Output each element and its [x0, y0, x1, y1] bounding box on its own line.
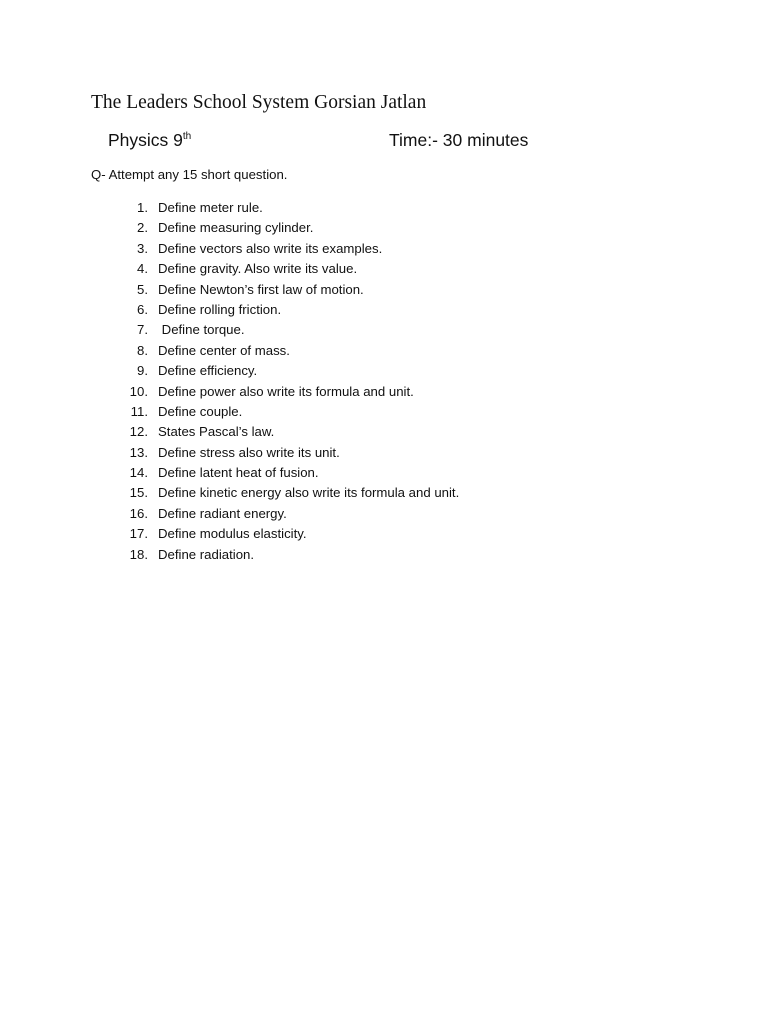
question-item	[120, 402, 243, 422]
question-number: 7.	[137, 322, 148, 338]
question-text: Define meter rule.	[158, 200, 263, 215]
question-item	[120, 504, 287, 524]
instruction-text: Q- Attempt any 15 short question.	[91, 167, 288, 182]
question-number: 10.	[129, 383, 148, 399]
question-item	[120, 524, 307, 544]
question-item	[120, 483, 460, 503]
question-item	[120, 382, 414, 402]
question-number: 4.	[137, 261, 148, 277]
question-text: Define radiation.	[158, 546, 255, 562]
question-number: 8.	[137, 342, 148, 358]
question-text: Define modulus elasticity.	[158, 526, 307, 542]
question-item	[120, 361, 258, 381]
question-number: 18.	[129, 546, 148, 562]
question-number: 2.	[137, 220, 148, 236]
question-text: Define latent heat of fusion.	[158, 465, 319, 481]
question-text: Define radiant energy.	[158, 505, 287, 521]
question-item	[120, 218, 314, 238]
question-text: States Pascal’s law.	[158, 424, 275, 440]
question-text: Define rolling friction.	[158, 301, 282, 317]
question-item	[120, 239, 383, 259]
question-number: 16.	[129, 505, 148, 521]
time-label: Time:- 30 minutes	[389, 130, 529, 150]
question-text: Define center of mass.	[158, 342, 290, 358]
question-item	[120, 463, 319, 483]
question-text: Define efficiency.	[158, 363, 258, 379]
question-item	[120, 443, 340, 463]
question-item	[120, 422, 275, 442]
question-text: Define kinetic energy also write its formula and unit.	[158, 485, 460, 501]
question-number: 14.	[129, 465, 148, 481]
question-number: 6.	[137, 301, 148, 317]
question-list	[120, 198, 460, 565]
question-item	[120, 280, 364, 300]
question-number: 5.	[137, 281, 148, 297]
subject-name: Physics 9	[108, 130, 183, 150]
question-number: 1.	[137, 200, 148, 215]
question-number: 13.	[129, 444, 148, 460]
question-item	[120, 300, 282, 320]
subject-superscript: th	[182, 131, 192, 142]
question-item	[120, 341, 290, 361]
question-text: Define gravity. Also write its value.	[158, 261, 358, 277]
question-text: Define stress also write its unit.	[158, 444, 340, 460]
question-text: Define torque.	[158, 322, 245, 338]
question-item	[120, 545, 255, 565]
school-title: The Leaders School System Gorsian Jatlan	[91, 92, 427, 113]
question-number: 12.	[129, 424, 148, 440]
question-text: Define vectors also write its examples.	[158, 240, 383, 256]
question-text: Define measuring cylinder.	[158, 220, 314, 236]
question-text: Define Newton’s first law of motion.	[158, 281, 364, 297]
question-item	[120, 320, 245, 340]
question-item	[120, 198, 263, 218]
subject-label	[108, 130, 191, 151]
question-number: 15.	[129, 485, 148, 501]
question-number: 9.	[137, 363, 148, 379]
question-item	[120, 259, 358, 279]
question-number: 11.	[130, 403, 148, 419]
question-number: 17.	[129, 526, 148, 542]
question-text: Define couple.	[158, 403, 243, 419]
question-text: Define power also write its formula and unit.	[158, 383, 414, 399]
question-number: 3.	[137, 240, 148, 256]
